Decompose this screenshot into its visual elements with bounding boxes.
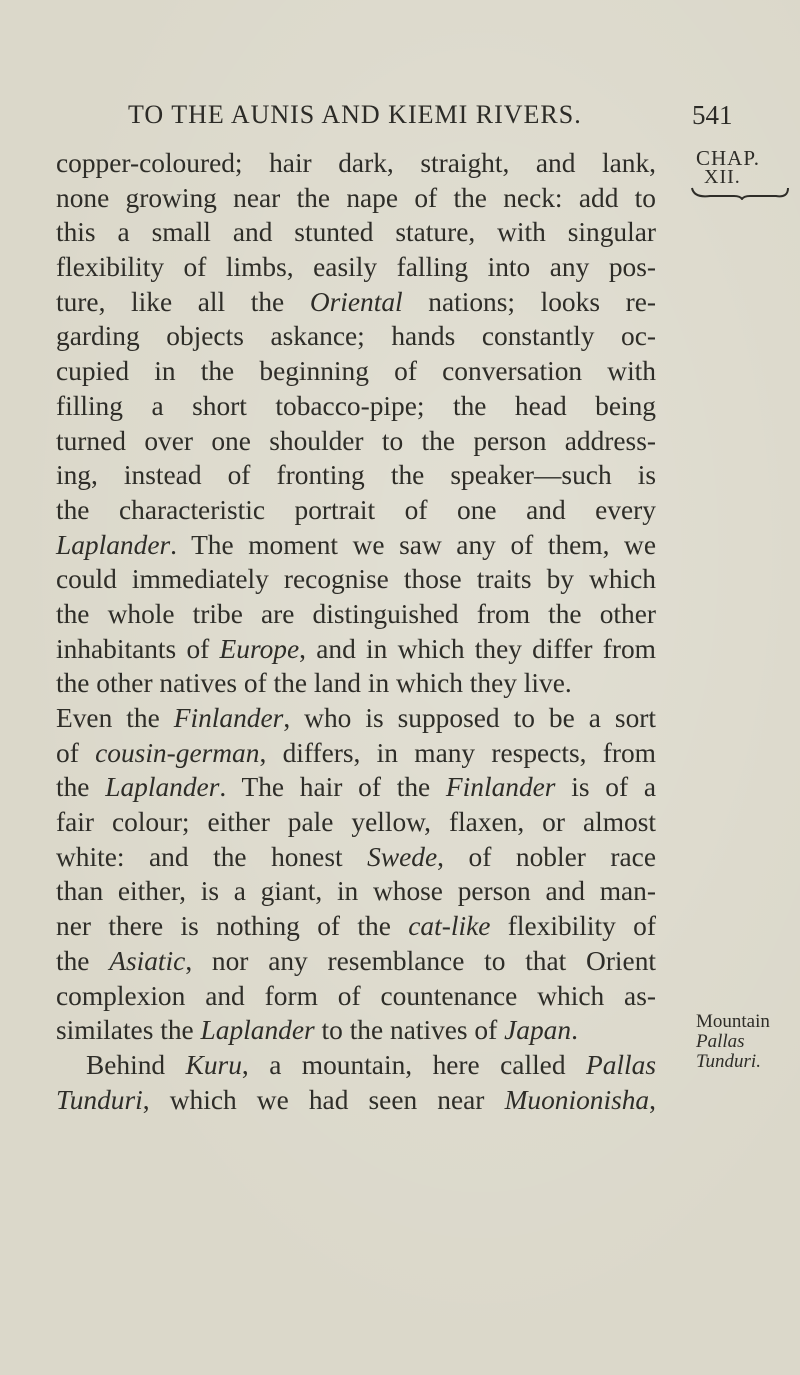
text-run: none growing near the nape of the neck: add to [56, 182, 656, 213]
text-line [56, 632, 656, 667]
italic-phrase: Laplander [200, 1015, 315, 1046]
text-run: similates the [56, 1015, 201, 1046]
italic-phrase: cat-like [408, 911, 491, 942]
text-run: the whole tribe are distinguished from the other [56, 598, 656, 629]
text-line [56, 354, 656, 389]
text-run: , [649, 1084, 656, 1115]
italic-phrase: Kuru [185, 1049, 242, 1080]
text-run: could immediately recognise those traits by which [56, 564, 656, 595]
text-run: ner there is nothing of the [56, 911, 409, 942]
text-run: is of a [555, 772, 656, 803]
text-line [56, 701, 656, 736]
text-run: to the natives of [314, 1015, 505, 1046]
text-run: flexibility of limbs, easily falling into any pos- [56, 252, 656, 283]
side-note-line-3: Tunduri. [696, 1051, 761, 1072]
text-run: the characteristic portrait of one and every [56, 494, 656, 525]
text-run: ing, instead of fronting the speaker—such is [56, 460, 656, 491]
text-run: , and in which they differ from [299, 633, 656, 664]
text-run: than either, is a giant, in whose person and man- [56, 876, 656, 907]
text-run: garding objects askance; hands constantly oc- [56, 321, 656, 352]
text-line [56, 424, 656, 459]
text-run: , which we had seen near [142, 1084, 505, 1115]
text-line [56, 319, 656, 354]
italic-phrase: Muonionisha [504, 1084, 650, 1115]
text-run: , differs, in many respects, from [259, 737, 656, 768]
text-run: Behind [86, 1049, 186, 1080]
text-run: the [56, 945, 110, 976]
text-run: of [56, 737, 96, 768]
text-line [56, 597, 656, 632]
text-run: , of nobler race [437, 841, 656, 872]
italic-phrase: Finlander [445, 772, 556, 803]
text-run: complexion and form of countenance which as- [56, 980, 656, 1011]
text-run: . The hair of the [219, 772, 446, 803]
text-line [56, 562, 656, 597]
text-line [56, 528, 656, 563]
text-line [56, 250, 656, 285]
text-line [56, 146, 656, 181]
italic-phrase: cousin-german [95, 737, 260, 768]
italic-phrase: Japan [504, 1015, 572, 1046]
text-run: . [571, 1015, 578, 1046]
side-note-line-1: Mountain [696, 1011, 770, 1032]
text-run: nations; looks re- [402, 286, 656, 317]
running-title: TO THE AUNIS AND KIEMI RIVERS. [128, 100, 582, 129]
text-run: flexibility of [490, 911, 656, 942]
text-run: Even the [56, 703, 174, 733]
body-text [56, 146, 656, 1117]
text-line [56, 181, 656, 216]
chapter-label: CHAP. [696, 146, 760, 170]
italic-phrase: Pallas [585, 1049, 656, 1080]
text-run: filling a short tobacco-pipe; the head being [56, 390, 656, 421]
italic-phrase: Oriental [309, 286, 403, 317]
text-run: ture, like all the [56, 286, 310, 317]
italic-phrase: Laplander [105, 772, 220, 803]
text-run: the [56, 772, 106, 803]
text-run: cupied in the beginning of conversation with [56, 356, 656, 387]
text-line [56, 1013, 656, 1048]
text-run: . The moment we saw any of them, we [170, 529, 656, 560]
text-line [56, 736, 656, 771]
text-line [56, 389, 656, 424]
text-line [56, 493, 656, 528]
italic-phrase: Asiatic [109, 945, 186, 976]
text-run: copper-coloured; hair dark, straight, and lank, [56, 148, 656, 178]
side-note-line-2: Pallas [696, 1031, 745, 1052]
text-line [56, 979, 656, 1014]
text-line [56, 1083, 656, 1118]
text-line [56, 944, 656, 979]
text-line [56, 458, 656, 493]
side-note [696, 1012, 770, 1072]
italic-phrase: Europe [219, 633, 300, 664]
text-line [56, 874, 656, 909]
text-line [56, 1048, 656, 1083]
text-run: the other natives of the land in which they live. [56, 668, 572, 699]
text-run: , a mountain, here called [241, 1049, 586, 1080]
text-run: inhabitants of [56, 633, 220, 664]
text-line [56, 215, 656, 250]
italic-phrase: Swede [367, 841, 438, 872]
text-run: , who is supposed to be a sort [283, 703, 657, 733]
chapter-number: XII. [704, 166, 741, 188]
text-line [56, 909, 656, 944]
text-run: turned over one shoulder to the person address- [56, 425, 656, 456]
text-line [56, 840, 656, 875]
italic-phrase: Finlander [173, 703, 284, 733]
text-run: , nor any resemblance to that Orient [185, 945, 657, 976]
text-line [56, 805, 656, 840]
italic-phrase: Laplander [56, 529, 171, 560]
text-run: fair colour; either pale yellow, flaxen, or almost [56, 807, 656, 838]
chapter-brace [690, 186, 790, 200]
text-run: white: and the honest [56, 841, 368, 872]
text-line [56, 770, 656, 805]
italic-phrase: Tunduri [56, 1084, 143, 1115]
text-line [56, 666, 656, 701]
text-line [56, 285, 656, 320]
text-run: this a small and stunted stature, with singular [56, 217, 656, 248]
page-number: 541 [692, 100, 733, 130]
